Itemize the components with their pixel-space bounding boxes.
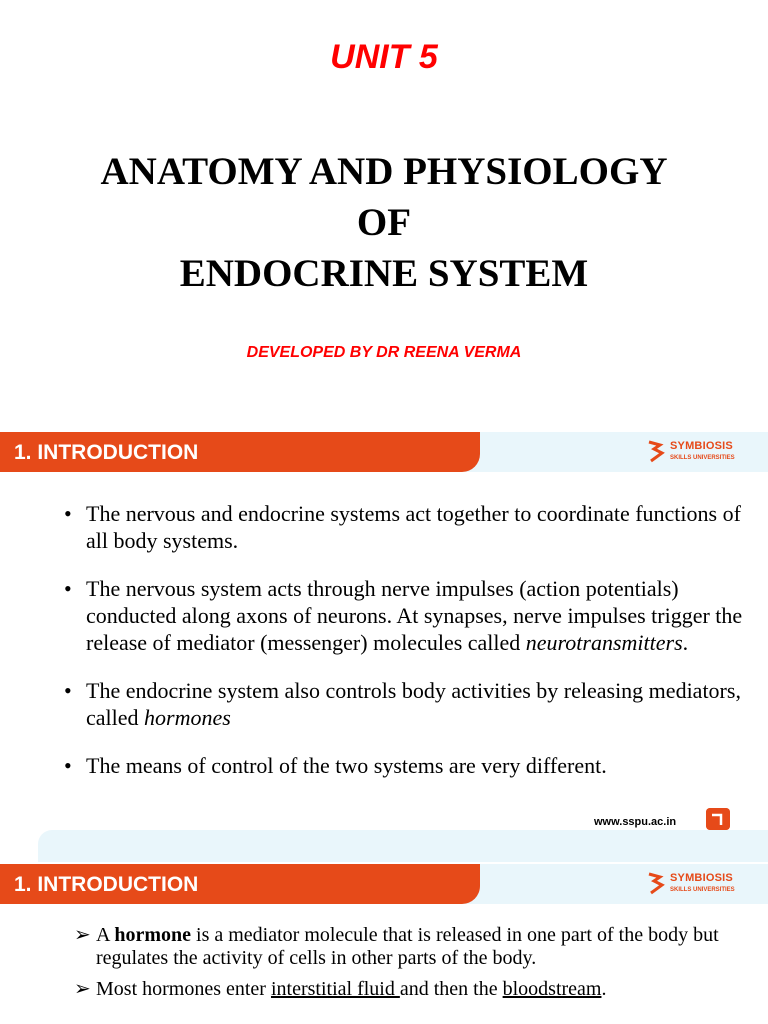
logo-name: SYMBIOSIS: [670, 440, 733, 452]
bullet-list: [64, 500, 754, 800]
list-item: • The endocrine system also controls body activities by releasing mediators, called hormones: [64, 678, 741, 730]
title-line-3: ENDOCRINE SYSTEM: [179, 252, 589, 295]
brand-icon: [706, 808, 730, 830]
logo-mark-icon: [646, 871, 666, 897]
footer-band: [38, 830, 768, 862]
intro-slide-2: [0, 864, 768, 1024]
footer-url-link[interactable]: www.sspu.ac.in: [594, 816, 677, 828]
list-item: • The means of control of the two systems are very different.: [64, 753, 607, 778]
title-line-2: OF: [356, 201, 412, 244]
arrow-bullet-icon: ➢: [74, 978, 91, 1000]
slide-title: 1. INTRODUCTION: [14, 441, 199, 464]
title-slide: [0, 0, 768, 416]
logo-subtitle: SKILLS UNIVERSITIES: [670, 455, 735, 461]
author-credit: DEVELOPED BY DR REENA VERMA: [246, 344, 522, 361]
arrow-list: [74, 924, 754, 1009]
bullet-icon: •: [64, 753, 72, 778]
logo-mark-icon: [646, 439, 666, 465]
list-item: ➢ A hormone is a mediator molecule that is released in one part of the body but regulates the activity of cells in other parts of the body.: [74, 924, 719, 969]
logo-name: SYMBIOSIS: [670, 872, 733, 884]
arrow-bullet-icon: ➢: [74, 924, 91, 946]
list-item: • The nervous and endocrine systems act together to coordinate functions of all body systems.: [64, 501, 741, 553]
slide-header: [0, 432, 768, 472]
logo-subtitle: SKILLS UNIVERSITIES: [670, 887, 735, 893]
intro-slide-1: [0, 432, 768, 862]
header-title-bar: [0, 864, 480, 904]
main-title: [0, 146, 768, 299]
bullet-icon: •: [64, 501, 72, 526]
bullet-icon: •: [64, 678, 72, 703]
unit-label: UNIT 5: [330, 38, 438, 76]
symbiosis-logo: [646, 435, 756, 469]
slide-header: [0, 864, 768, 904]
symbiosis-logo: [646, 867, 756, 901]
list-item: • The nervous system acts through nerve impulses (action potentials) conducted along axons of neurons. At synapses, nerve impulses trigger the release of mediator (messenger) molecules called neurotransmitters.: [64, 576, 743, 655]
list-item: ➢ Most hormones enter interstitial fluid and then the bloodstream.: [74, 978, 607, 1000]
header-title-bar: [0, 432, 480, 472]
title-line-1: ANATOMY AND PHYSIOLOGY: [100, 150, 668, 193]
slide-title: 1. INTRODUCTION: [14, 873, 199, 896]
bullet-icon: •: [64, 576, 72, 601]
